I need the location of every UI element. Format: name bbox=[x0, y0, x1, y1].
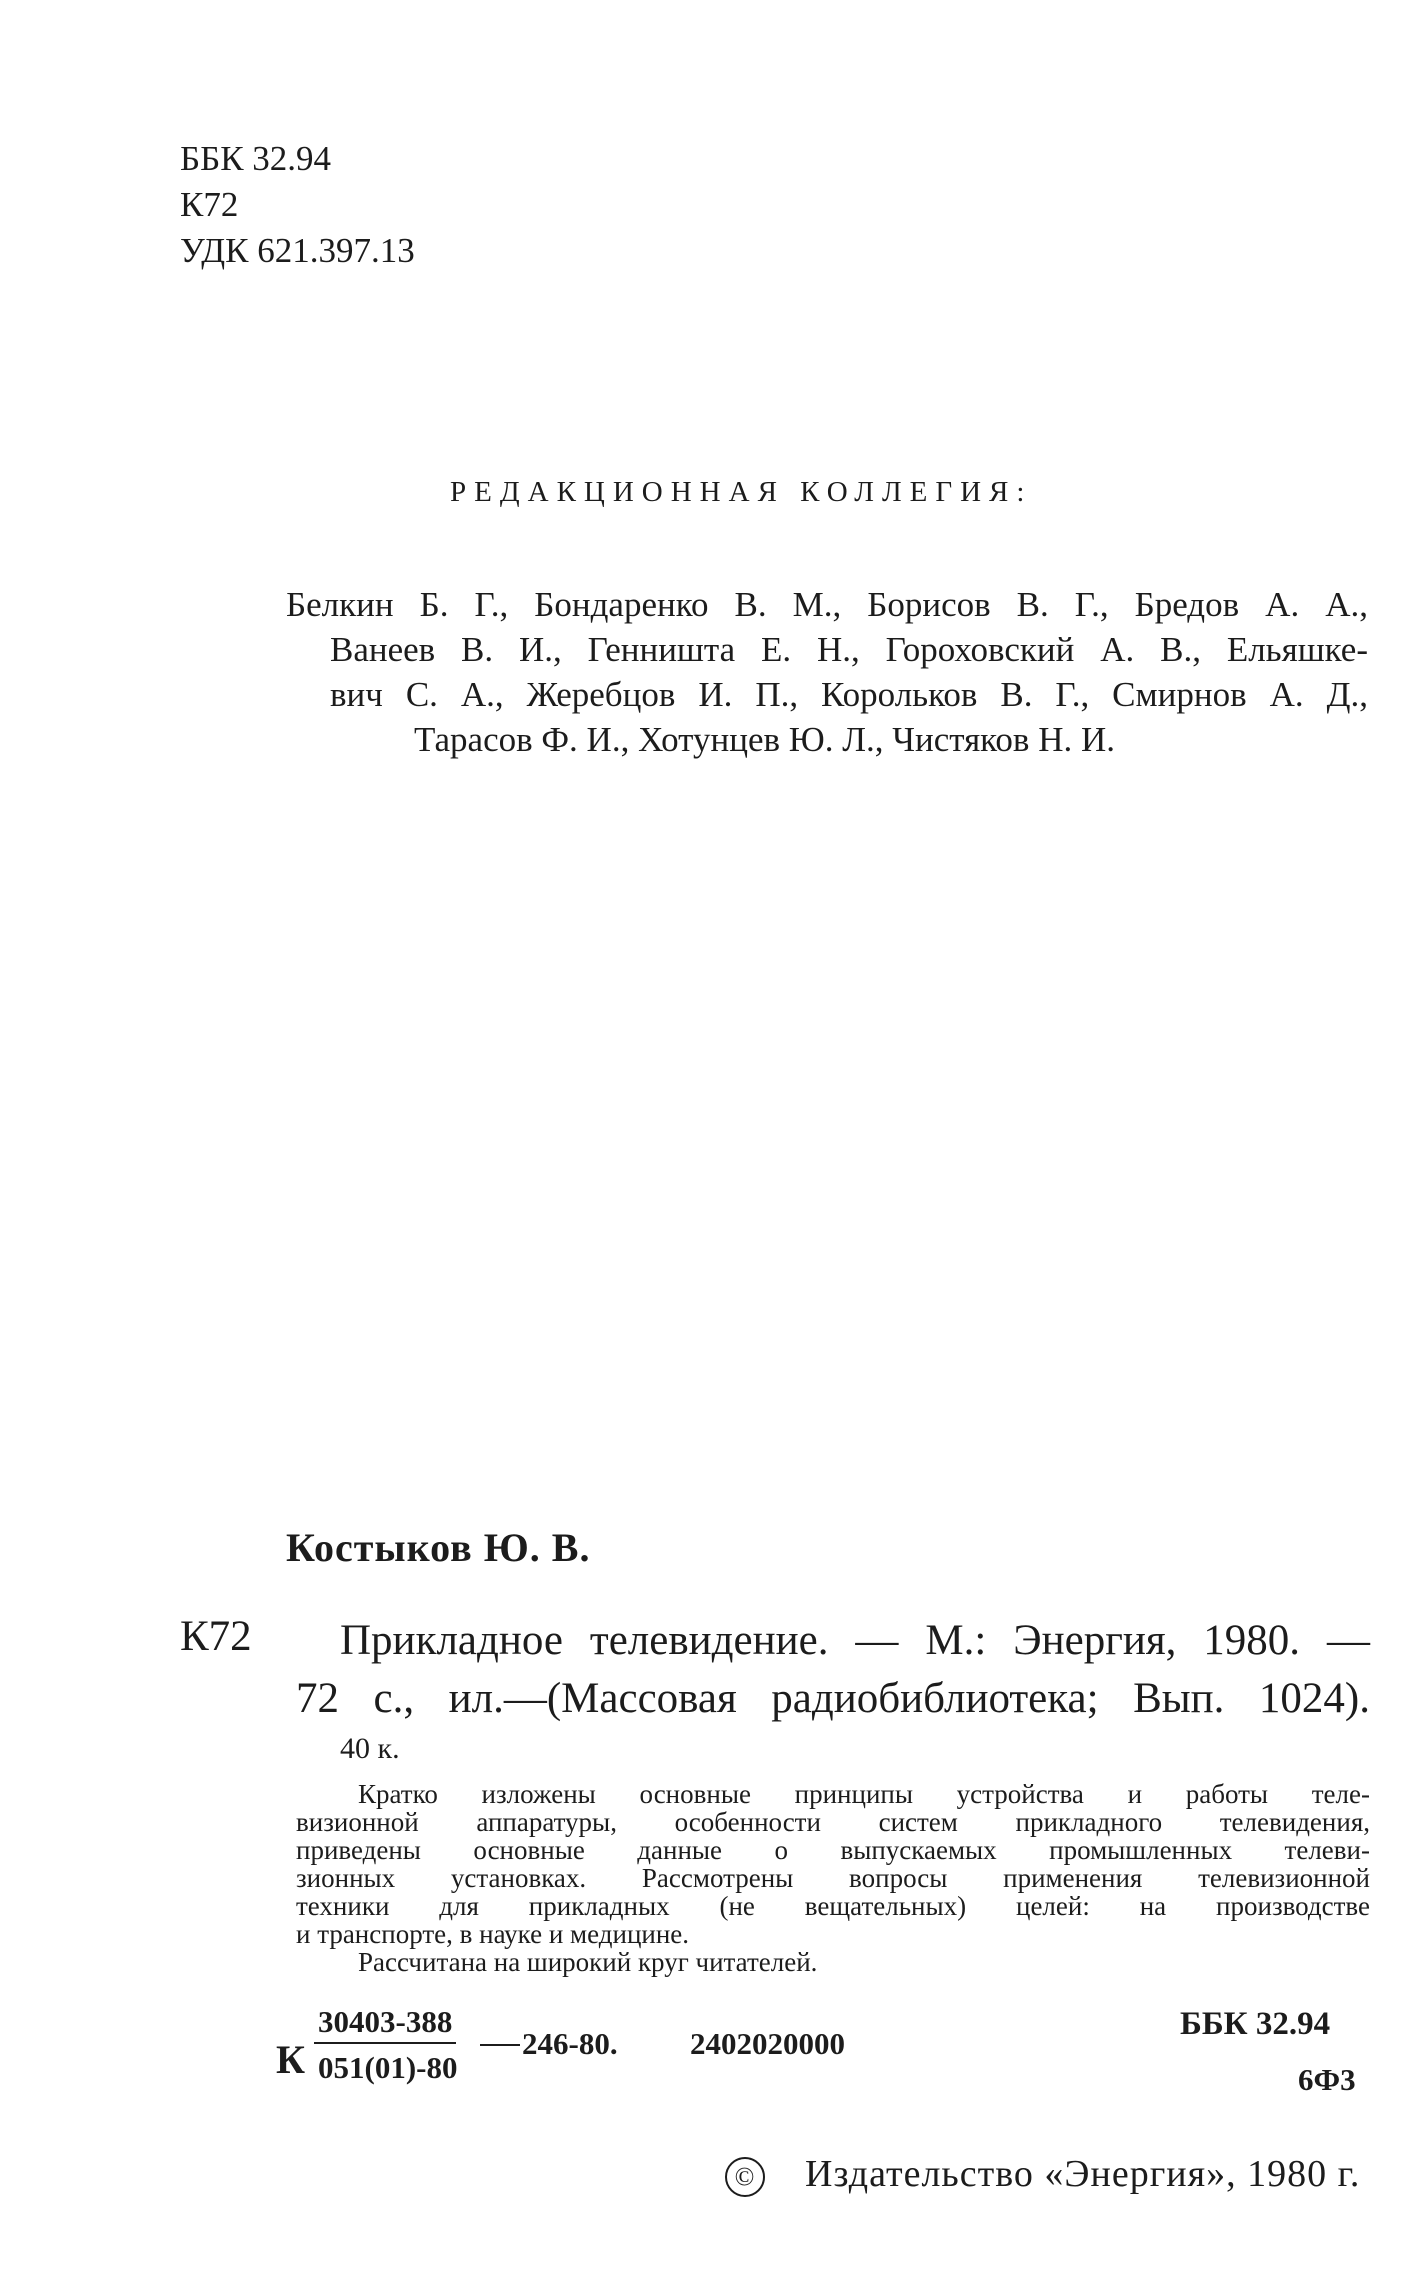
copyright-icon: © bbox=[725, 2157, 765, 2197]
copyright-line bbox=[725, 2152, 1360, 2197]
author-name: Костыков Ю. В. bbox=[286, 1525, 591, 1570]
catalog-number: 2402020000 bbox=[690, 2026, 845, 2061]
bibliographic-description bbox=[296, 1612, 1370, 1728]
annotation-line: техники для прикладных (не вещательных) целей: на производстве bbox=[296, 1891, 1370, 1921]
bib-line: Прикладное телевидение. — М.: Энергия, 1980. — bbox=[340, 1617, 1370, 1664]
fraction-extension-line bbox=[480, 2044, 520, 2046]
annotation-line: и транспорте, в науке и медицине. bbox=[296, 1919, 690, 1949]
bbk-code: ББК 32.94 bbox=[180, 139, 332, 178]
board-line: Ванеев В. И., Генништа Е. Н., Гороховский А. В., Ельяшке- bbox=[330, 630, 1368, 669]
editorial-board-members bbox=[286, 582, 1368, 762]
price-code: 6Ф3 bbox=[1298, 2062, 1356, 2097]
catalog-letter: К bbox=[276, 2037, 306, 2082]
board-line: вич С. А., Жеребцов И. П., Корольков В. Г., Смирнов А. Д., bbox=[330, 675, 1368, 714]
annotation-line: Кратко изложены основные принципы устройства и работы теле- bbox=[358, 1779, 1370, 1809]
bbk-code-bottom: ББК 32.94 bbox=[1180, 2006, 1331, 2042]
udk-code: УДК 621.397.13 bbox=[180, 231, 415, 270]
bibliographic-index: К72 bbox=[180, 1613, 252, 1660]
annotation-line: зионных установках. Рассмотрены вопросы применения телевизионной bbox=[296, 1863, 1370, 1893]
author-mark: К72 bbox=[180, 185, 239, 224]
board-line: Тарасов Ф. И., Хотунцев Ю. Л., Чистяков Н. И. bbox=[414, 720, 1115, 759]
copyright-text: Издательство «Энергия», 1980 г. bbox=[805, 2153, 1361, 2195]
editorial-board-heading: РЕДАКЦИОННАЯ КОЛЛЕГИЯ: bbox=[450, 476, 1033, 508]
classification-block bbox=[180, 136, 415, 274]
board-line: Белкин Б. Г., Бондаренко В. М., Борисов В. Г., Бредов А. А., bbox=[286, 585, 1368, 624]
audience-note: Рассчитана на широкий круг читателей. bbox=[358, 1947, 818, 1977]
annotation-line: приведены основные данные о выпускаемых промышленных телеви- bbox=[296, 1835, 1370, 1865]
catalog-denominator: 051(01)-80 bbox=[318, 2050, 458, 2085]
price: 40 к. bbox=[340, 1732, 400, 1765]
catalog-numerator: 30403-388 bbox=[314, 2004, 456, 2044]
annotation bbox=[296, 1780, 1370, 1976]
catalog-order: 246-80. bbox=[522, 2026, 618, 2061]
annotation-line: визионной аппаратуры, особенности систем прикладного телевидения, bbox=[296, 1807, 1370, 1837]
bib-line: 72 с., ил.—(Массовая радиобиблиотека; Вып. 1024). bbox=[296, 1675, 1370, 1722]
